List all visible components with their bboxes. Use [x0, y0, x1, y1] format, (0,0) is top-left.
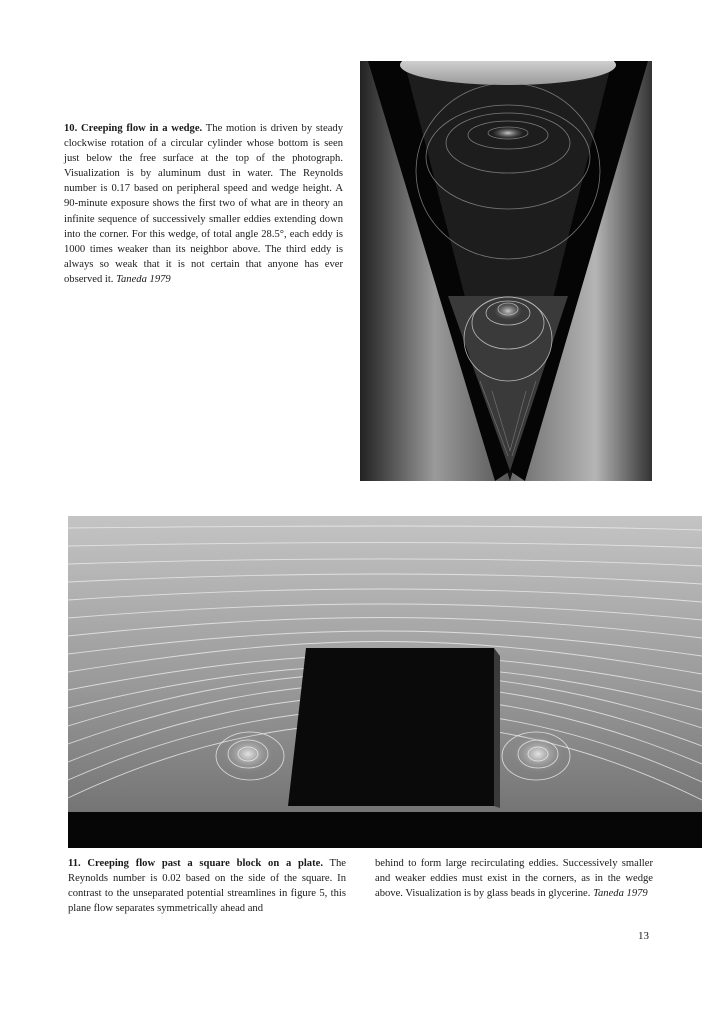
figure-10-body: The motion is driven by steady clockwise rotation of a circular cylinder whose bottom is seen just below the free surface at the top of the photograph. Visualization is by aluminum dust in water. The Reynolds number is 0.17 based on peripheral speed and wedge height. A 90-minute exposure shows the first two of what are in theory an infinite sequence of successively smaller eddies extending down into the corner. For this wedge, of total angle 28.5°, each eddy is 1000 times weaker than its neighbor above. The third eddy is always so weak that it is not certain that anyone has ever observed it.: [64, 123, 343, 285]
figure-11-caption-right: [375, 856, 653, 901]
square-block-flow-image: [68, 516, 702, 848]
figure-10-caption: [64, 121, 343, 287]
figure-11-title: 11. Creeping flow past a square block on a plate.: [68, 858, 323, 869]
figure-11-body-right: behind to form large recirculating eddies. Successively smaller and weaker eddies must exist in the corners, as in the wedge above. Visualization is by glass beads in glycerine.: [375, 858, 653, 900]
page-number: 13: [638, 930, 649, 942]
figure-11-body-left: The Reynolds number is 0.02 based on the side of the square. In contrast to the unseparated potential streamlines in figure 5, this plane flow separates symmetrically ahead and: [68, 858, 346, 915]
figure-10-title: 10. Creeping flow in a wedge.: [64, 123, 203, 134]
wedge-flow-photo: [360, 61, 652, 481]
figure-10-credit: Taneda 1979: [116, 273, 171, 285]
wedge-flow-image: [360, 61, 652, 481]
figure-11-credit: Taneda 1979: [593, 888, 648, 900]
square-block-flow-photo: [68, 516, 702, 848]
figure-11-caption-left: [68, 856, 346, 916]
